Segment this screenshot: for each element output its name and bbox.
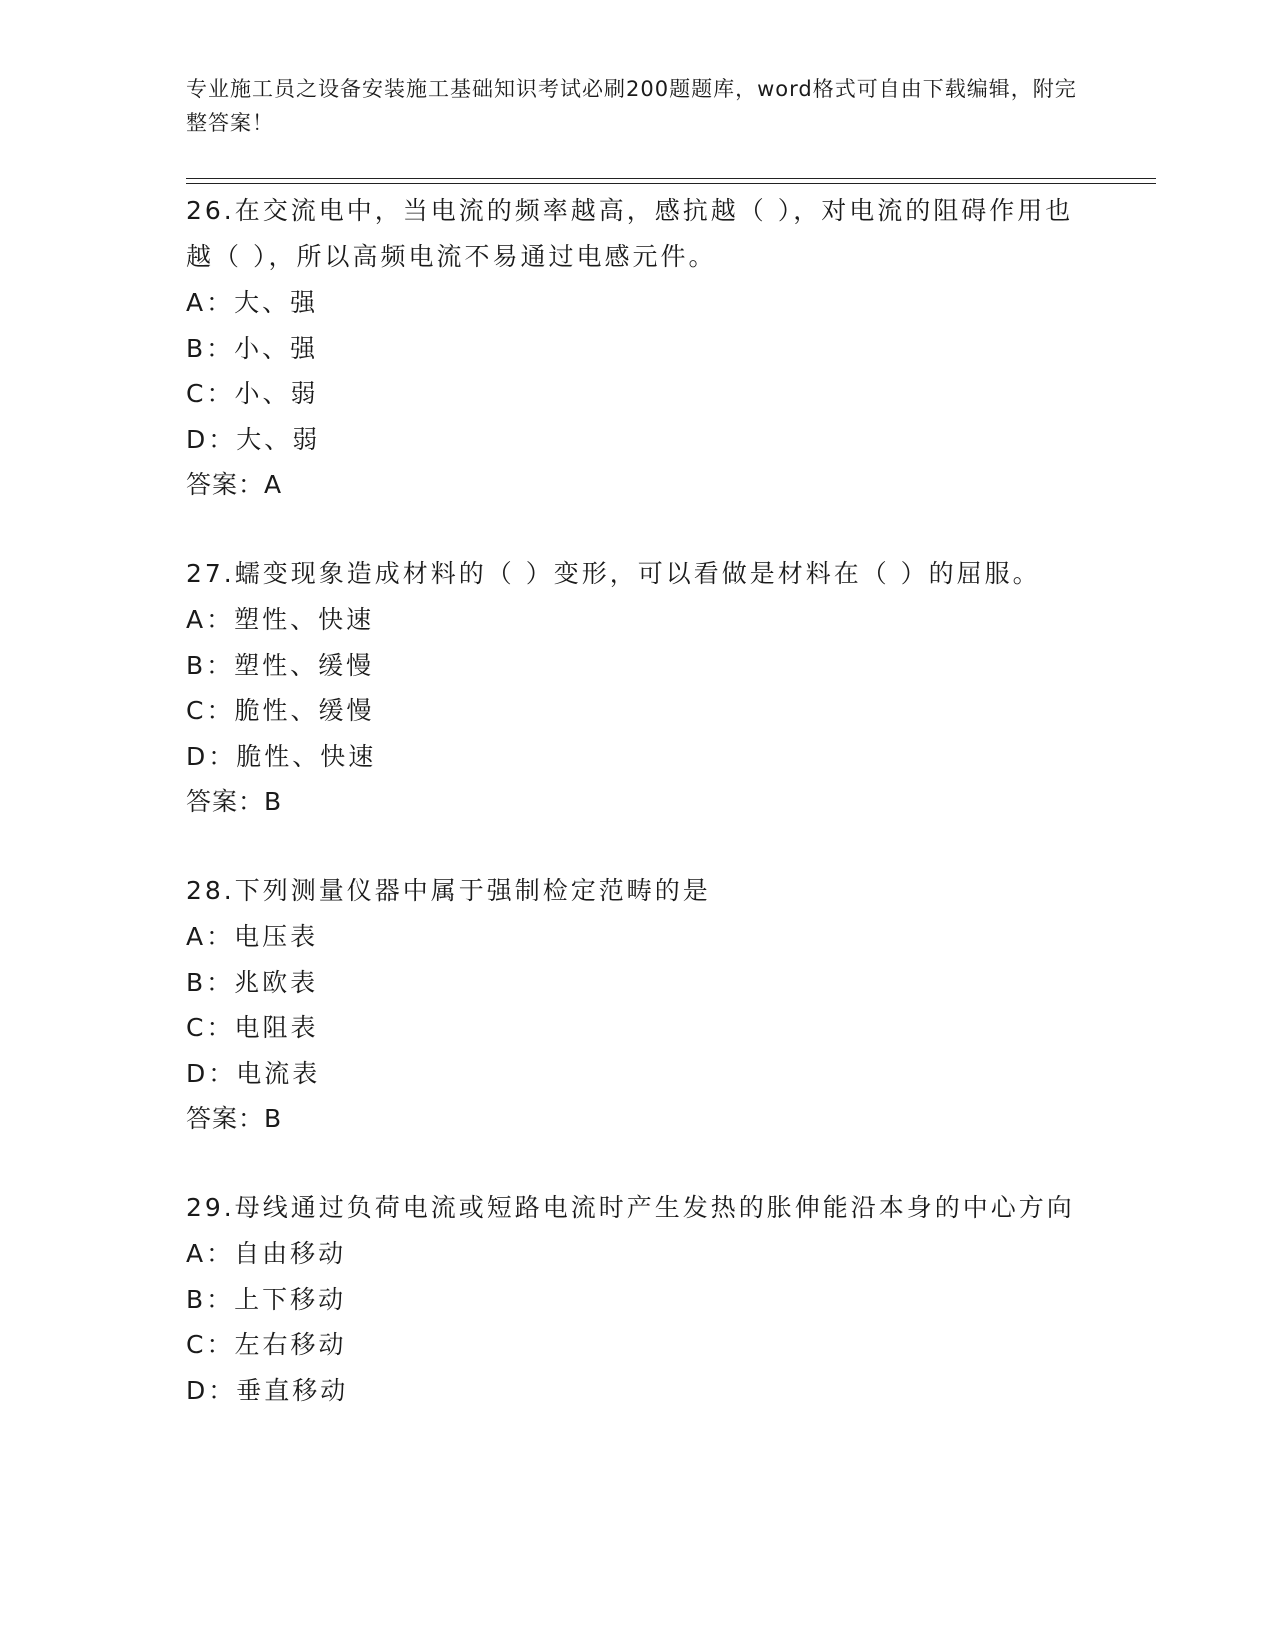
option-a: A：自由移动: [186, 1239, 347, 1268]
option-d: D：脆性、快速: [186, 741, 377, 771]
question-27: [186, 551, 1086, 825]
question-29: [186, 1185, 1086, 1413]
option-b: B：小、强: [186, 333, 319, 363]
answer: 答案：B: [186, 787, 283, 816]
question-stem: 28.下列测量仪器中属于强制检定范畴的是: [186, 876, 711, 905]
header-rule-bottom: [186, 183, 1156, 184]
header-rule-top: [186, 178, 1156, 179]
option-d: D：电流表: [186, 1058, 321, 1088]
option-b: B：兆欧表: [186, 967, 319, 997]
option-d: D：大、弱: [186, 424, 321, 454]
document-header: 专业施工员之设备安装施工基础知识考试必刷200题题库，word格式可自由下载编辑，附完整答案！: [186, 77, 1077, 135]
option-b: B：塑性、缓慢: [186, 650, 375, 680]
option-c: C：电阻表: [186, 1013, 319, 1042]
option-c: C：脆性、缓慢: [186, 696, 375, 725]
option-a: A：塑性、快速: [186, 605, 375, 634]
option-b: B：上下移动: [186, 1284, 347, 1314]
option-d: D：垂直移动: [186, 1375, 349, 1405]
option-a: A：电压表: [186, 922, 319, 951]
question-list: [186, 188, 1086, 1413]
answer: 答案：B: [186, 1104, 283, 1133]
question-stem: 29.母线通过负荷电流或短路电流时产生发热的胀伸能沿本身的中心方向: [186, 1193, 1075, 1222]
question-26: [186, 188, 1086, 508]
option-c: C：左右移动: [186, 1330, 347, 1359]
answer: 答案：A: [186, 470, 283, 499]
option-a: A：大、强: [186, 288, 319, 317]
question-stem: 27.蠕变现象造成材料的（ ）变形，可以看做是材料在（ ）的屈服。: [186, 559, 1041, 588]
question-28: [186, 868, 1086, 1142]
option-c: C：小、弱: [186, 379, 319, 408]
question-stem: 26.在交流电中，当电流的频率越高，感抗越（ ），对电流的阻碍作用也越（ ），所以高频电流不易通过电感元件。: [186, 196, 1074, 271]
